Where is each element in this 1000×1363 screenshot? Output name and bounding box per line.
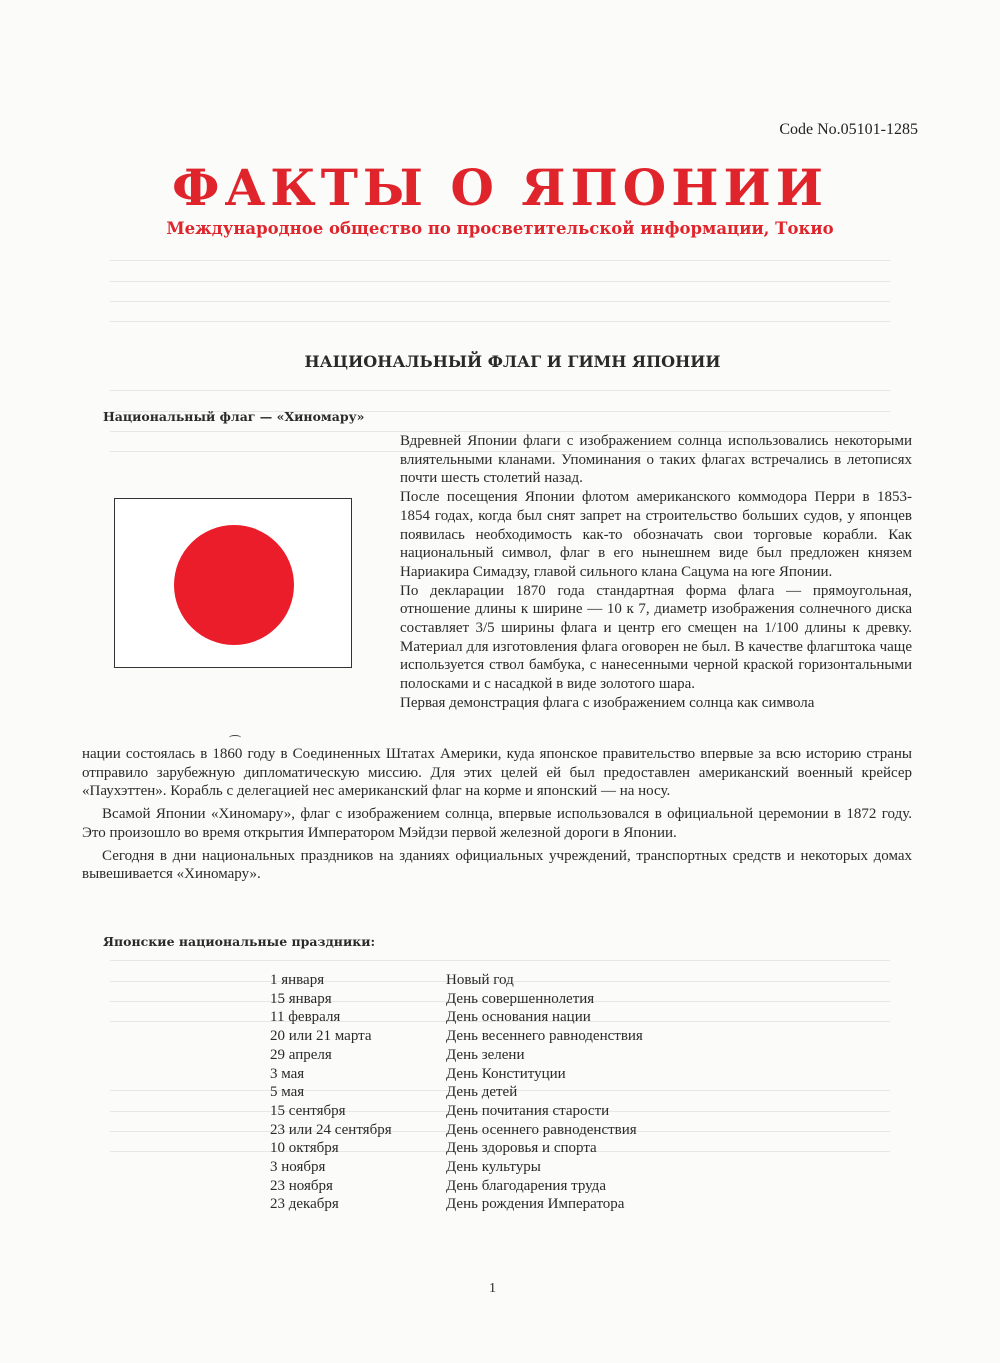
holiday-name: День благодарения труда [446,1177,606,1194]
paragraph: Первая демонстрация флага с изображением солнца как символа [400,694,815,711]
holiday-name: День здоровья и спорта [446,1140,597,1157]
holiday-row [270,1008,730,1027]
holiday-row [270,971,730,990]
holiday-row [270,1027,730,1046]
holiday-name: День Конституции [446,1065,566,1082]
holiday-row [270,1158,730,1177]
paragraph: нации состоялась в 1860 году в Соединенных Штатах Америки, куда японское правительство впервые за всю историю страны отправило зарубежную дипломатическую миссию. Для этих целей ей был предоставлен американский военный крейсер «Паухэттен». Корабль с делегацией нес американский флаг на корме и японский — на носу. [82,746,912,800]
holiday-name: День зелени [446,1046,525,1063]
holiday-name: День осеннего равноденствия [446,1121,637,1138]
holiday-name: День основания нации [446,1009,591,1026]
paragraph: Сегодня в дни национальных праздников на зданиях официальных учреждений, транспортных средств и некоторых домах вывешивается «Хиномару». [82,847,912,883]
holiday-date: 3 мая [270,1065,305,1082]
holiday-date: 20 или 21 марта [270,1028,372,1045]
holiday-name: День культуры [446,1159,541,1176]
holiday-date: 23 ноября [270,1177,333,1194]
holiday-date: 29 апреля [270,1046,332,1063]
holiday-row [270,1102,730,1121]
paragraph: После посещения Японии флотом американского коммодора Перри в 1853-1854 годах, когда был снят запрет на строительство больших судов, у японцев появилась необходимость как-то обозначать свои торговые корабли. Как национальный символ, флаг в его нынешнем виде был предложен князем Нариакира Симадзу, главой сильного клана Сацума на юге Японии. [400,489,912,580]
holidays-heading: Японские национальные праздники: [103,934,376,949]
section-heading: НАЦИОНАЛЬНЫЙ ФЛАГ И ГИМН ЯПОНИИ [304,352,721,371]
code-number: Code No.05101-1285 [779,121,918,138]
holiday-date: 23 декабря [270,1196,339,1213]
holiday-row [270,1139,730,1158]
holiday-name: День весеннего равноденствия [446,1028,643,1045]
holiday-name: День детей [446,1084,518,1101]
flag-history-full-width [82,745,912,884]
paragraph: Всамой Японии «Хиномару», флаг с изображением солнца, впервые использовался в официальной церемонии в 1872 году. Это произошло во время открытия Императором Мэйдзи первой железной дороги в Японии. [82,806,912,841]
page-title: ФАКТЫ О ЯПОНИИ [172,158,828,217]
flag-history-column [400,432,912,713]
holiday-row [270,1177,730,1196]
holidays-list [270,971,730,1214]
japanese-flag-image [114,498,352,668]
holiday-date: 23 или 24 сентября [270,1121,392,1138]
holiday-date: 1 января [270,972,325,988]
holiday-date: 10 октября [270,1140,339,1157]
flag-caption-mark [229,735,241,740]
flag-subheading: Национальный флаг — «Хиномару» [103,409,365,424]
holiday-name: День почитания старости [446,1102,610,1119]
holiday-name: День совершеннолетия [446,990,595,1007]
holiday-row [270,1046,730,1065]
holiday-date: 5 мая [270,1084,305,1101]
holiday-row [270,990,730,1009]
paragraph: Вдревней Японии флаги с изображением солнца использовались некоторыми влиятельными кланами. Упоминания о таких флагах встречались в летописях почти шесть столетий назад. [400,433,912,487]
sun-disc [174,525,294,645]
publisher-subtitle: Международное общество по просветительской информации, Токио [166,219,834,238]
holiday-row [270,1083,730,1102]
holiday-date: 15 сентября [270,1102,346,1119]
holiday-name: День рождения Императора [446,1196,625,1213]
holiday-date: 15 января [270,990,332,1007]
holiday-name: Новый год [446,972,514,988]
holiday-date: 11 февраля [270,1009,341,1026]
paragraph: По декларации 1870 года стандартная форма флага — прямоугольная, отношение длины к ширине — 10 к 7, диаметр изображения солнечного диска составляет 3/5 ширины флага и центр его смещен на 1/100 длины к древку. Материал для изготовления флага оговорен не был. В качестве флагштока чаще используется ствол бамбука, с нанесенными черной краской горизонтальными полосками и с насадкой в виде золотого шара. [400,582,912,693]
holiday-row [270,1195,730,1214]
holiday-row [270,1121,730,1140]
holiday-row [270,1065,730,1084]
holiday-date: 3 ноября [270,1159,326,1176]
page-number: 1 [489,1281,496,1296]
